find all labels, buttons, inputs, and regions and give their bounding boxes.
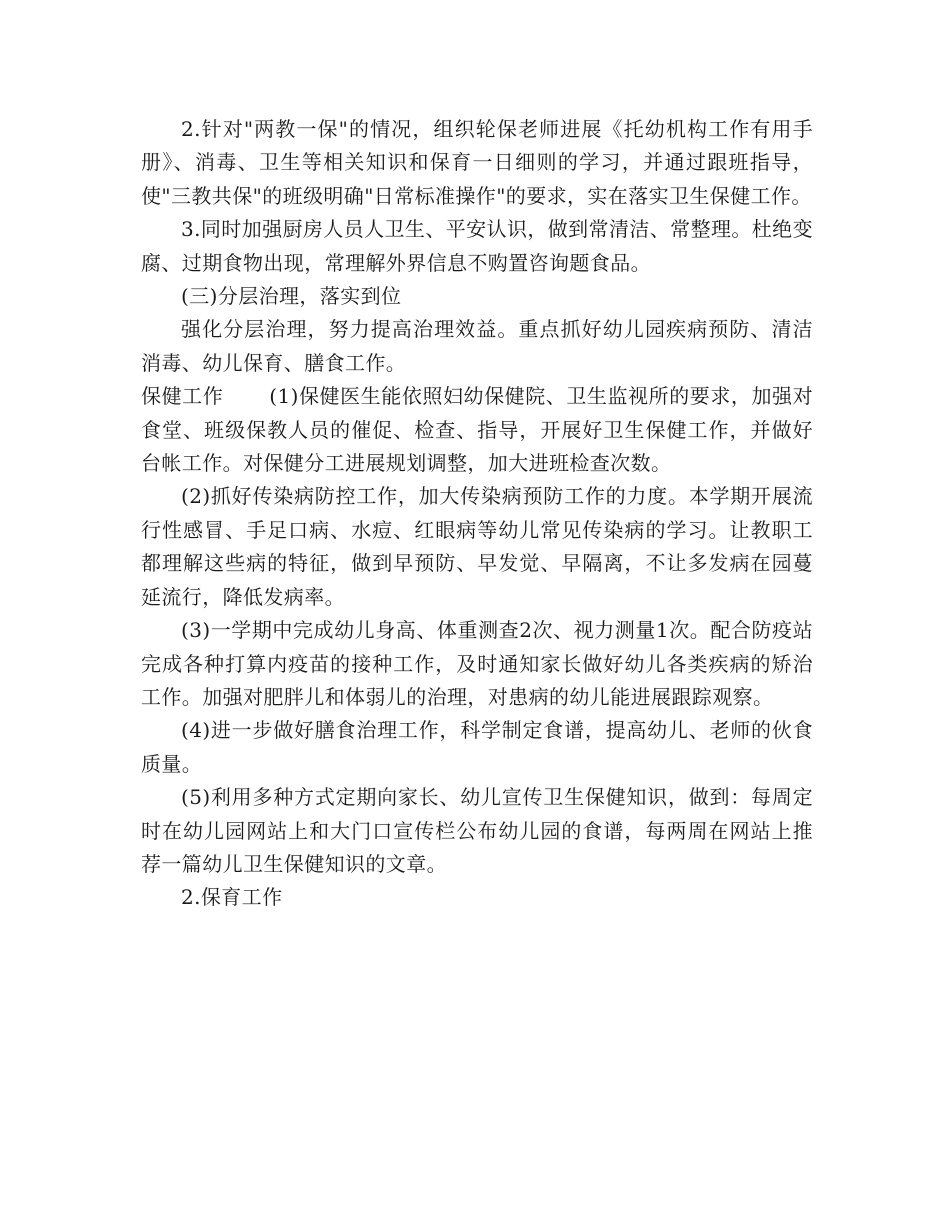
health-work-label: 保健工作 [141, 384, 224, 409]
section-heading-childcare: 2.保育工作 [181, 885, 283, 910]
health-item-5: (5)利用多种方式定期向家长、幼儿宣传卫生保健知识，做到：每周定时在幼儿园网站上和大门口宣传栏公布幼儿园的食谱，每两周在网站上推荐一篇幼儿卫生保健知识的文章。 [141, 785, 813, 876]
paragraph-two-teachers: 2.针对"两教一保"的情况，组织轮保老师进展《托幼机构工作有用手册》、消毒、卫生等相关知识和保育一日细则的学习，并通过跟班指导，使"三教共保"的班级明确"日常标准操作"的要求，实在落实卫生保健工作。 [141, 117, 813, 208]
health-item-2: (2)抓好传染病防控工作，加大传染病预防工作的力度。本学期开展流行性感冒、手足口病、水痘、红眼病等幼儿常见传染病的学习。让教职工都理解这些病的特征，做到早预防、早发觉、早隔离，不让多发病在园蔓延流行，降低发病率。 [141, 484, 813, 609]
health-item-4: (4)进一步做好膳食治理工作，科学制定食谱，提高幼儿、老师的伙食质量。 [141, 718, 813, 776]
health-item-1: (1)保健医生能依照妇幼保健院、卫生监视所的要求，加强对食堂、班级保教人员的催促、检查、指导，开展好卫生保健工作，并做好台帐工作。对保健分工进展规划调整，加大进班检查次数。 [141, 384, 813, 476]
paragraph-kitchen-hygiene: 3.同时加强厨房人员人卫生、平安认识，做到常清洁、常整理。杜绝变腐、过期食物出现，常理解外界信息不购置咨询题食品。 [141, 217, 813, 275]
section-heading-layered-management: (三)分层治理，落实到位 [181, 284, 402, 309]
health-item-3: (3)一学期中完成幼儿身高、体重测查2次、视力测量1次。配合防疫站完成各种打算内疫苗的接种工作，及时通知家长做好幼儿各类疾病的矫治工作。加强对肥胖儿和体弱儿的治理，对患病的幼儿能进展跟踪观察。 [141, 618, 813, 709]
paragraph-health-work [141, 380, 813, 480]
paragraph-layered-management: 强化分层治理，努力提高治理效益。重点抓好幼儿园疾病预防、清洁消毒、幼儿保育、膳食工作。 [141, 317, 813, 375]
document-body [141, 113, 813, 915]
